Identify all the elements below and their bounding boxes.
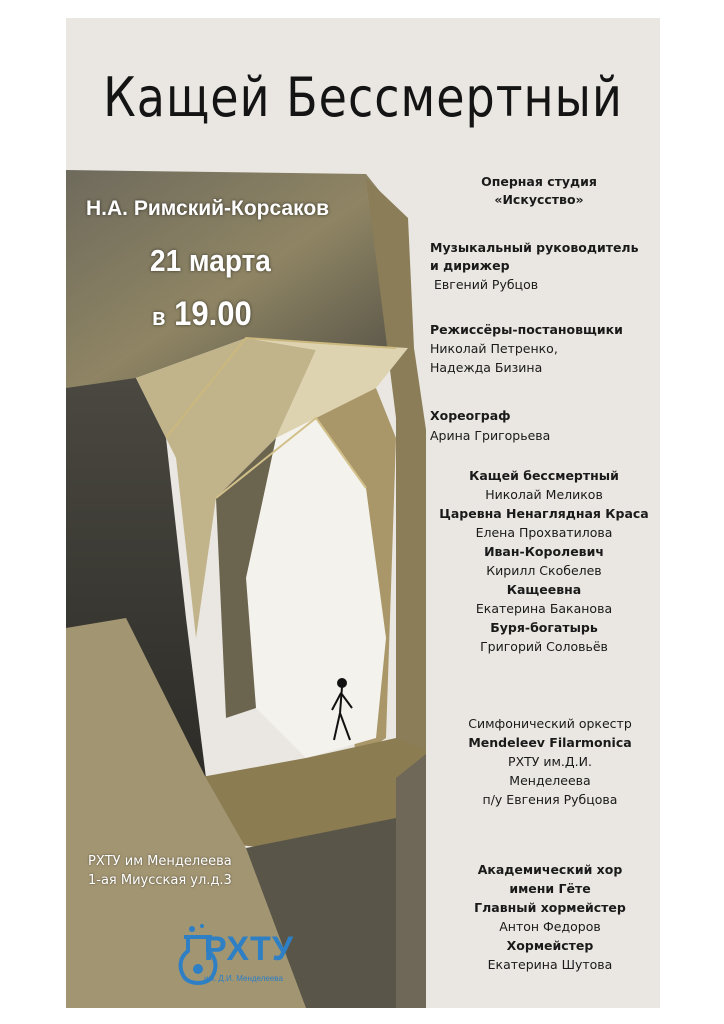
- time-value: 19.00: [174, 294, 252, 333]
- cast-actor: Кирилл Скобелев: [486, 563, 602, 578]
- orchestra-line3: РХТУ им.Д.И.: [508, 754, 592, 769]
- directors-name2: Надежда Бизина: [430, 360, 543, 375]
- choir-chief-label: Главный хормейстер: [474, 900, 626, 915]
- address-line1: РХТУ им Менделеева: [88, 854, 232, 869]
- venue-address: [88, 852, 232, 890]
- directors-name1: Николай Петренко,: [430, 341, 558, 356]
- directors-block: [430, 322, 623, 375]
- music-director-label2: и дирижер: [430, 258, 510, 273]
- performance-time: [152, 294, 252, 334]
- cast-role: Буря-богатырь: [490, 620, 598, 635]
- music-director-name: Евгений Рубцов: [434, 277, 539, 292]
- choir-line1: Академический хор: [477, 862, 623, 877]
- cast-role: Кащей бессмертный: [469, 468, 619, 483]
- choreographer-label: Хореограф: [430, 408, 511, 423]
- studio-line2: «Искусство»: [494, 192, 584, 207]
- choir-master-label: Хормейстер: [506, 938, 594, 953]
- logo-subtitle: им. Д.И. Менделеева: [204, 974, 283, 983]
- cast-actor: Екатерина Баканова: [475, 601, 613, 616]
- choreographer-name: Арина Григорьева: [430, 428, 551, 443]
- orchestra-line1: Симфонический оркестр: [468, 716, 632, 731]
- composer-name: Н.А. Римский-Корсаков: [86, 197, 330, 220]
- poster: [66, 18, 660, 1008]
- cast-actor: Николай Меликов: [485, 487, 603, 502]
- directors-label: Режиссёры-постановщики: [430, 322, 623, 337]
- choreographer-block: [430, 408, 550, 443]
- choir-block: [450, 862, 650, 972]
- studio-line1: Оперная студия: [481, 174, 597, 189]
- orchestra-block: [450, 716, 650, 807]
- orchestra-line4: Менделеева: [509, 773, 591, 788]
- performance-date: 21 марта: [150, 243, 271, 278]
- choir-master-name: Екатерина Шутова: [487, 957, 613, 972]
- cast-block: [432, 468, 656, 654]
- time-prefix: в: [152, 303, 166, 331]
- logo-text: РХТУ: [204, 930, 294, 968]
- orchestra-name: Mendeleev Filarmonica: [468, 735, 632, 750]
- poster-title: Кащей Бессмертный: [103, 65, 623, 129]
- cast-role: Кащеевна: [506, 582, 582, 597]
- music-director-block: [430, 240, 638, 292]
- cast-actor: Елена Прохватилова: [475, 525, 613, 540]
- cast-role: Царевна Ненаглядная Краса: [439, 506, 649, 521]
- cast-role: Иван-Королевич: [484, 544, 604, 559]
- choir-line2: имени Гёте: [509, 881, 591, 896]
- music-director-label1: Музыкальный руководитель: [430, 240, 639, 255]
- studio-block: [458, 174, 620, 207]
- address-line2: 1-ая Миусская ул.д.3: [88, 873, 232, 888]
- orchestra-line5: п/у Евгения Рубцова: [482, 792, 618, 807]
- cast-actor: Григорий Соловьёв: [480, 639, 608, 654]
- choir-chief-name: Антон Федоров: [499, 919, 601, 934]
